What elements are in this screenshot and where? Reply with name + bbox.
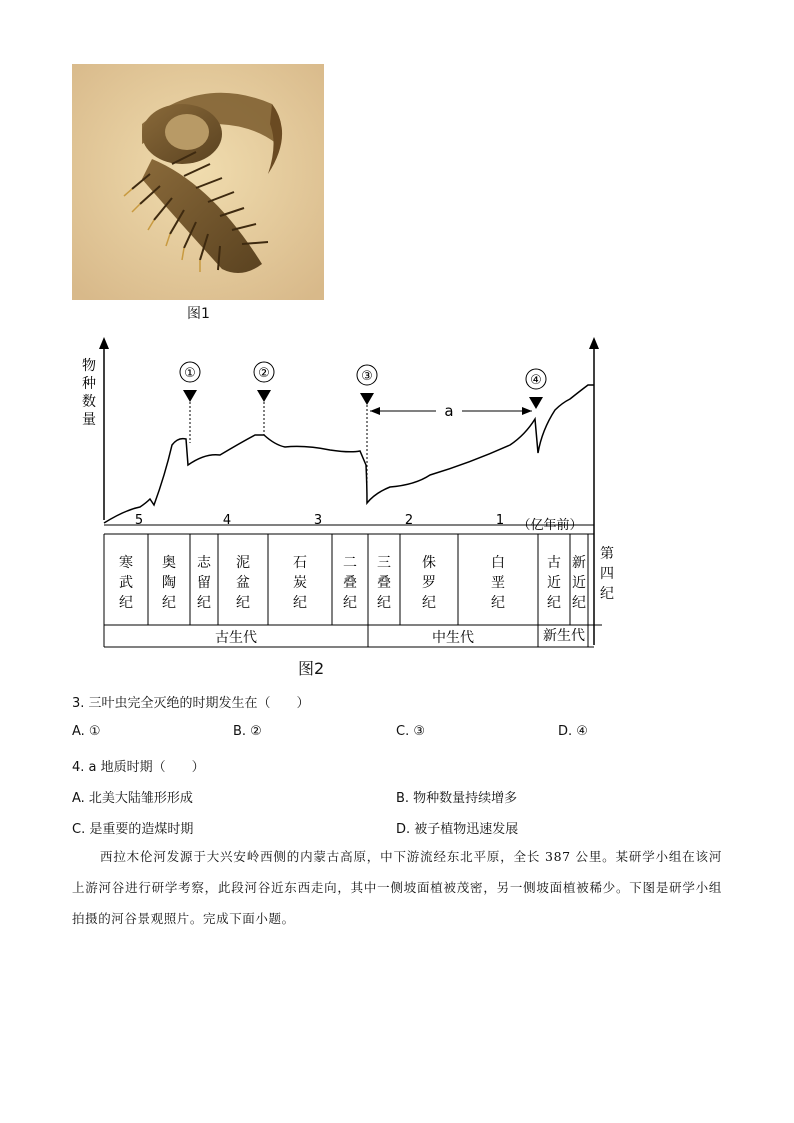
period-label-char: 叠 [343, 575, 357, 591]
period-label-char: 武 [119, 575, 133, 591]
period-label-char: 纪 [293, 595, 307, 611]
marker-2 [254, 362, 274, 435]
figure2-caption: 图2 [298, 659, 325, 678]
marker-1-label: ① [184, 366, 196, 381]
q3-option-b[interactable]: B. ② [233, 724, 262, 739]
period-label-char: 泥 [236, 555, 250, 571]
q4-option-c[interactable]: C. 是重要的造煤时期 [72, 822, 194, 837]
period-label-char: 侏 [422, 555, 436, 571]
q4-stem: 4. a 地质时期（ ） [72, 760, 205, 775]
q3-stem: 3. 三叶虫完全灭绝的时期发生在（ ） [72, 696, 310, 711]
marker-4-triangle-icon [529, 397, 543, 409]
span-left-arrow-icon [370, 407, 380, 415]
q4-option-d[interactable]: D. 被子植物迅速发展 [396, 822, 519, 837]
period-label-char: 叠 [377, 575, 391, 591]
marker-1-triangle-icon [183, 390, 197, 402]
period-label-char: 四 [600, 566, 614, 582]
period-label-char: 志 [197, 555, 211, 571]
period-label-char: 三 [377, 555, 391, 571]
q3-option-c[interactable]: C. ③ [396, 724, 425, 739]
period-label-char: 留 [197, 575, 211, 591]
y-axis-label-char: 数 [82, 394, 96, 410]
marker-2-triangle-icon [257, 390, 271, 402]
period-label-char: 炭 [293, 575, 307, 591]
period-label-char: 近 [547, 575, 561, 591]
trilobite-fossil-image [72, 64, 324, 300]
marker-4-label: ④ [530, 373, 542, 388]
era-label: 新生代 [543, 628, 585, 644]
period-label-char: 寒 [119, 555, 133, 571]
marker-3-label: ③ [361, 369, 373, 384]
span-right-arrow-icon [522, 407, 532, 415]
y-axis-label-char: 种 [82, 376, 96, 392]
tick-label: 1 [495, 513, 505, 528]
marker-1 [180, 362, 200, 443]
period-label-char: 石 [293, 555, 307, 571]
period-label-char: 纪 [162, 595, 176, 611]
period-label-char: 盆 [236, 575, 250, 591]
time-unit-label: （亿年前） [517, 518, 583, 533]
period-label-char: 新 [572, 555, 586, 571]
q4-option-b[interactable]: B. 物种数量持续增多 [396, 791, 518, 806]
span-a [370, 401, 532, 420]
q3-option-d[interactable]: D. ④ [558, 724, 588, 739]
period-label-char: 纪 [547, 595, 561, 611]
period-label-char: 纪 [236, 595, 250, 611]
period-label-char: 近 [572, 575, 586, 591]
marker-3 [357, 365, 377, 503]
period-label-char: 纪 [491, 595, 505, 611]
period-label-char: 白 [491, 555, 505, 571]
period-label-char: 纪 [600, 586, 614, 602]
marker-4 [526, 369, 546, 409]
period-label-char: 纪 [343, 595, 357, 611]
period-label-char: 罗 [422, 575, 436, 591]
figure1-caption: 图1 [187, 306, 210, 322]
era-label: 中生代 [432, 630, 474, 646]
span-label: a [444, 402, 454, 420]
period-label-char: 古 [547, 555, 561, 571]
geologic-time-figure [70, 335, 630, 680]
period-label-char: 纪 [377, 595, 391, 611]
marker-2-label: ② [258, 366, 270, 381]
period-label-char: 二 [343, 555, 357, 571]
period-label-char: 第 [600, 546, 614, 562]
period-label-char: 纪 [422, 595, 436, 611]
species-count-curve [104, 385, 594, 523]
tick-label: 3 [313, 513, 323, 528]
era-label: 古生代 [215, 630, 257, 646]
left-y-axis-arrow-icon [99, 337, 109, 349]
right-y-axis-arrow-icon [589, 337, 599, 349]
y-axis-label-char: 量 [82, 412, 96, 428]
marker-3-triangle-icon [360, 393, 374, 405]
period-label-char: 纪 [119, 595, 133, 611]
tick-label: 4 [222, 513, 232, 528]
period-label-char: 垩 [491, 575, 505, 591]
period-label-char: 奥 [162, 555, 176, 571]
q4-option-a[interactable]: A. 北美大陆雏形形成 [72, 791, 193, 806]
passage-text: 西拉木伦河发源于大兴安岭西侧的内蒙古高原，中下游流经东北平原，全长 387 公里。某研学小组在该河上游河谷进行研学考察，此段河谷近东西走向，其中一侧坡面植被茂密，另一侧坡面植被稀少。下图是研学小组拍摄的河谷景观照片。完成下面小题。 [72, 849, 722, 926]
period-label-char: 纪 [197, 595, 211, 611]
q3-option-a[interactable]: A. ① [72, 724, 101, 739]
tick-label: 5 [134, 513, 144, 528]
period-label-char: 陶 [162, 575, 176, 591]
period-label-char: 纪 [572, 595, 586, 611]
y-axis-label-char: 物 [82, 358, 96, 374]
tick-label: 2 [404, 513, 414, 528]
